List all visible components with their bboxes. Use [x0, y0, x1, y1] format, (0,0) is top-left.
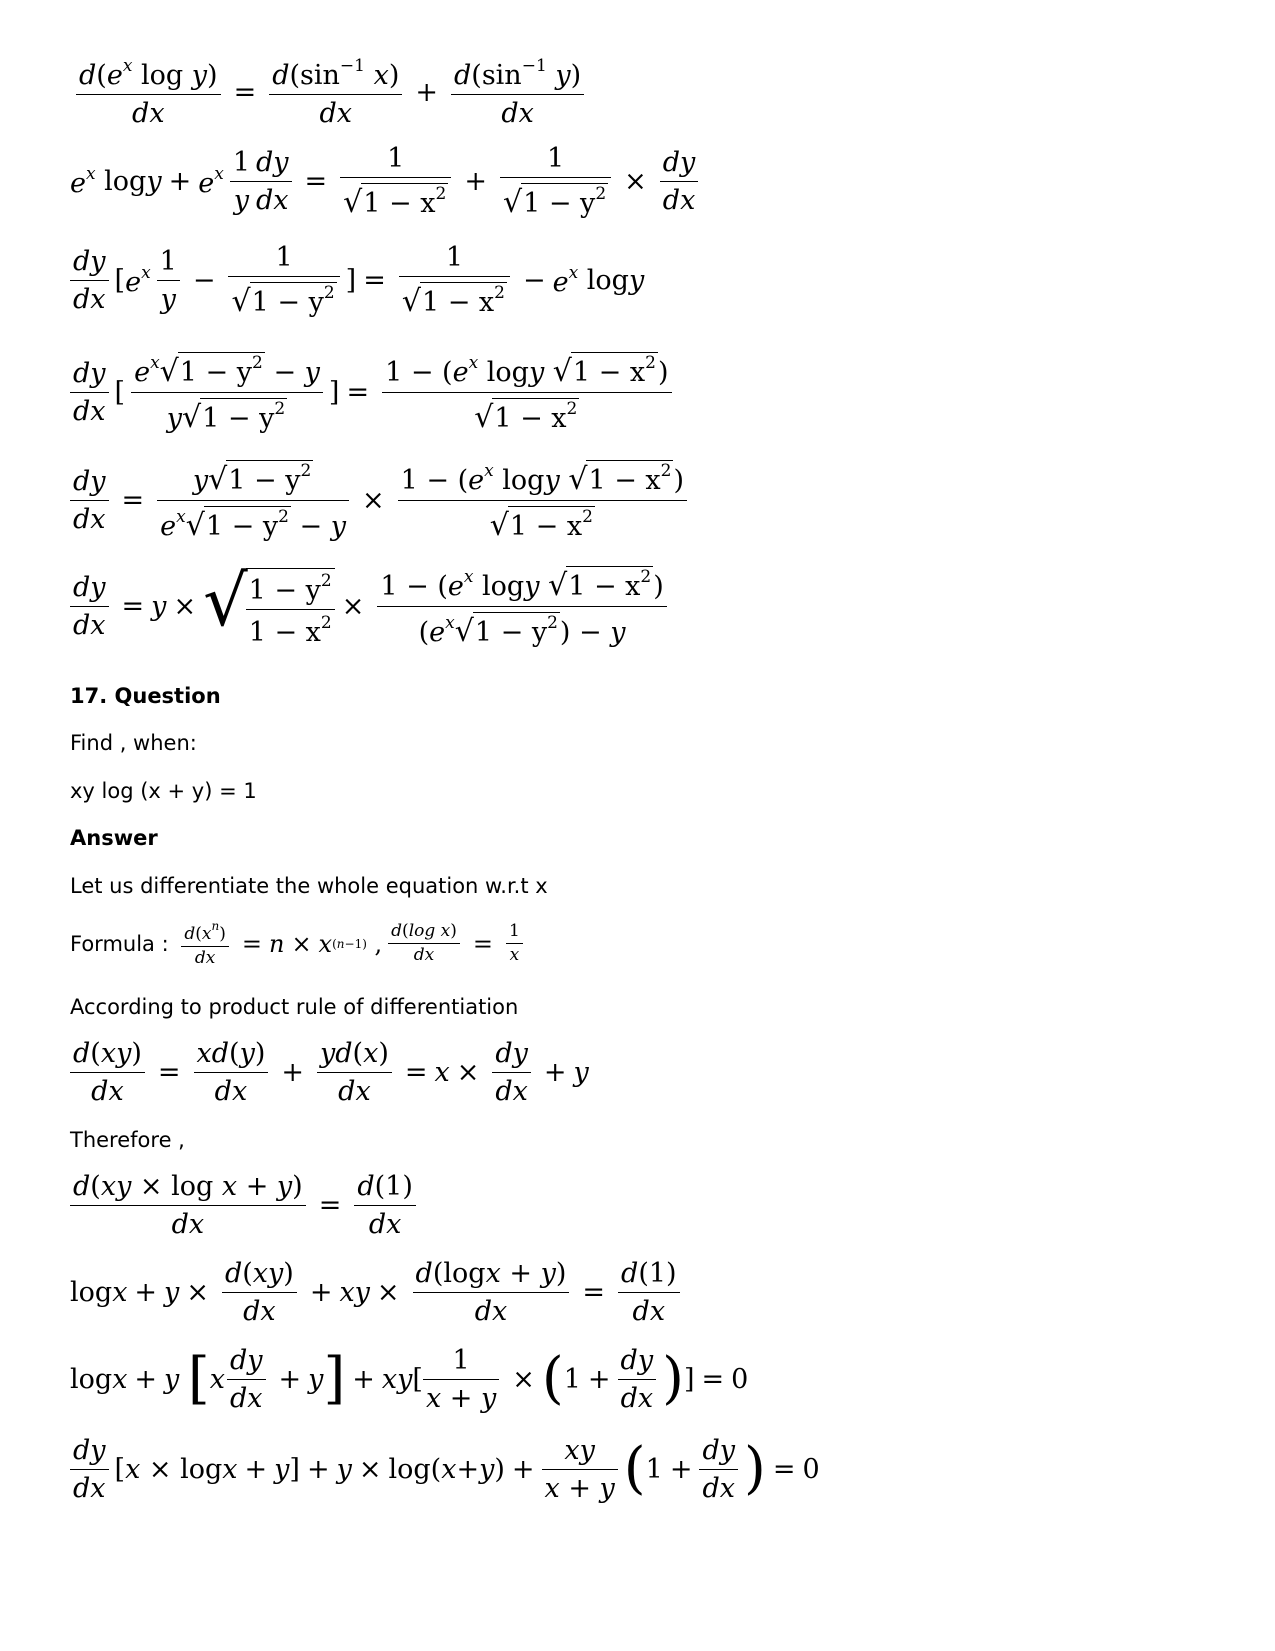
- question-heading: 17. Question: [70, 684, 221, 708]
- answer-heading: Answer: [70, 826, 158, 850]
- equation-line-9: log x + y [ x $\frac{dy}{dx}$ + y ] + xy [ $\frac{1}{x + y}$ × ( 1 + $\frac{dy}{dx}$ ) ] = 0: [70, 1345, 749, 1414]
- formula-label: Formula :: [70, 931, 169, 956]
- equation-line-4: $\frac{dy}{dx}$ [ $\frac{e^x√1 - y^2 - y}{y√1 - y^2}$ ] = $\frac{1 - (e^x \log y √1 - x^2)}{√1 - x^2}$: [70, 352, 678, 433]
- equation-line-8: log x + y × $\frac{d(xy)}{dx}$ + xy × $\frac{d(\log x + y)}{dx}$ = $\frac{d(1)}{dx}$: [70, 1260, 686, 1325]
- equation-line-2: $e^x$ log y + $e^x$ $\frac{1}{y}$ $\frac{dy}{dx}$ = $\frac{1}{√1 - x^2}$ + $\frac{1}{√1 - y^2}$ × $\frac{dy}{dx}$: [70, 145, 704, 218]
- equation-line-1: $\frac{d(e^x \log y)}{dx}$ = $\frac{d(\sin^{-1} x)}{dx}$ + $\frac{d(\sin^{-1} y)}{dx}$: [70, 58, 590, 127]
- question-equation: xy log (x + y) = 1: [70, 779, 257, 803]
- equation-product-rule: $\frac{d(xy)}{dx}$ = $\frac{xd(y)}{dx}$ + $\frac{yd(x)}{dx}$ = x × $\frac{dy}{dx}$ + y: [70, 1040, 589, 1105]
- formula-line: Formula : $\frac{d(x^n)}{dx}$ = n × x (n−1) , $\frac{\text{d(log x)}}{dx}$ = $\frac{1}{x}$: [70, 920, 529, 967]
- equation-line-3: $\frac{dy}{dx}$ [ $e^x$ $\frac{1}{y}$ − $\frac{1}{√1 - y^2}$ ] = $\frac{1}{√1 - x^2}$ − $e^x$ log y: [70, 244, 644, 317]
- question-prompt: Find , when:: [70, 731, 197, 755]
- therefore-text: Therefore ,: [70, 1128, 185, 1152]
- equation-line-7: $\frac{\text{d(xy × log x + y)}}{dx}$ = $\frac{d(1)}{dx}$: [70, 1173, 422, 1238]
- product-rule-text: According to product rule of differentiation: [70, 995, 519, 1019]
- equation-line-10: $\frac{dy}{dx}$ [ x × log x + y ] + y × log( x + y ) + $\frac{xy}{x + y}$ ( 1 + $\frac{dy}{dx}$ ) = 0: [70, 1437, 820, 1502]
- equation-line-5: $\frac{dy}{dx}$ = $\frac{y√1 - y^2}{e^x√1 - y^2 - y}$ × $\frac{1 - (e^x \log y √1 - x^2)}{√1 - x^2}$: [70, 460, 693, 541]
- answer-intro: Let us differentiate the whole equation w.r.t x: [70, 874, 548, 898]
- equation-line-6: $\frac{dy}{dx}$ = y × √ $\frac{1 - y^2}{1 - x^2}$ × $\frac{1 - (e^x \log y √1 - x^2)}{(e^x√1 - y^2) - y}$: [70, 566, 673, 647]
